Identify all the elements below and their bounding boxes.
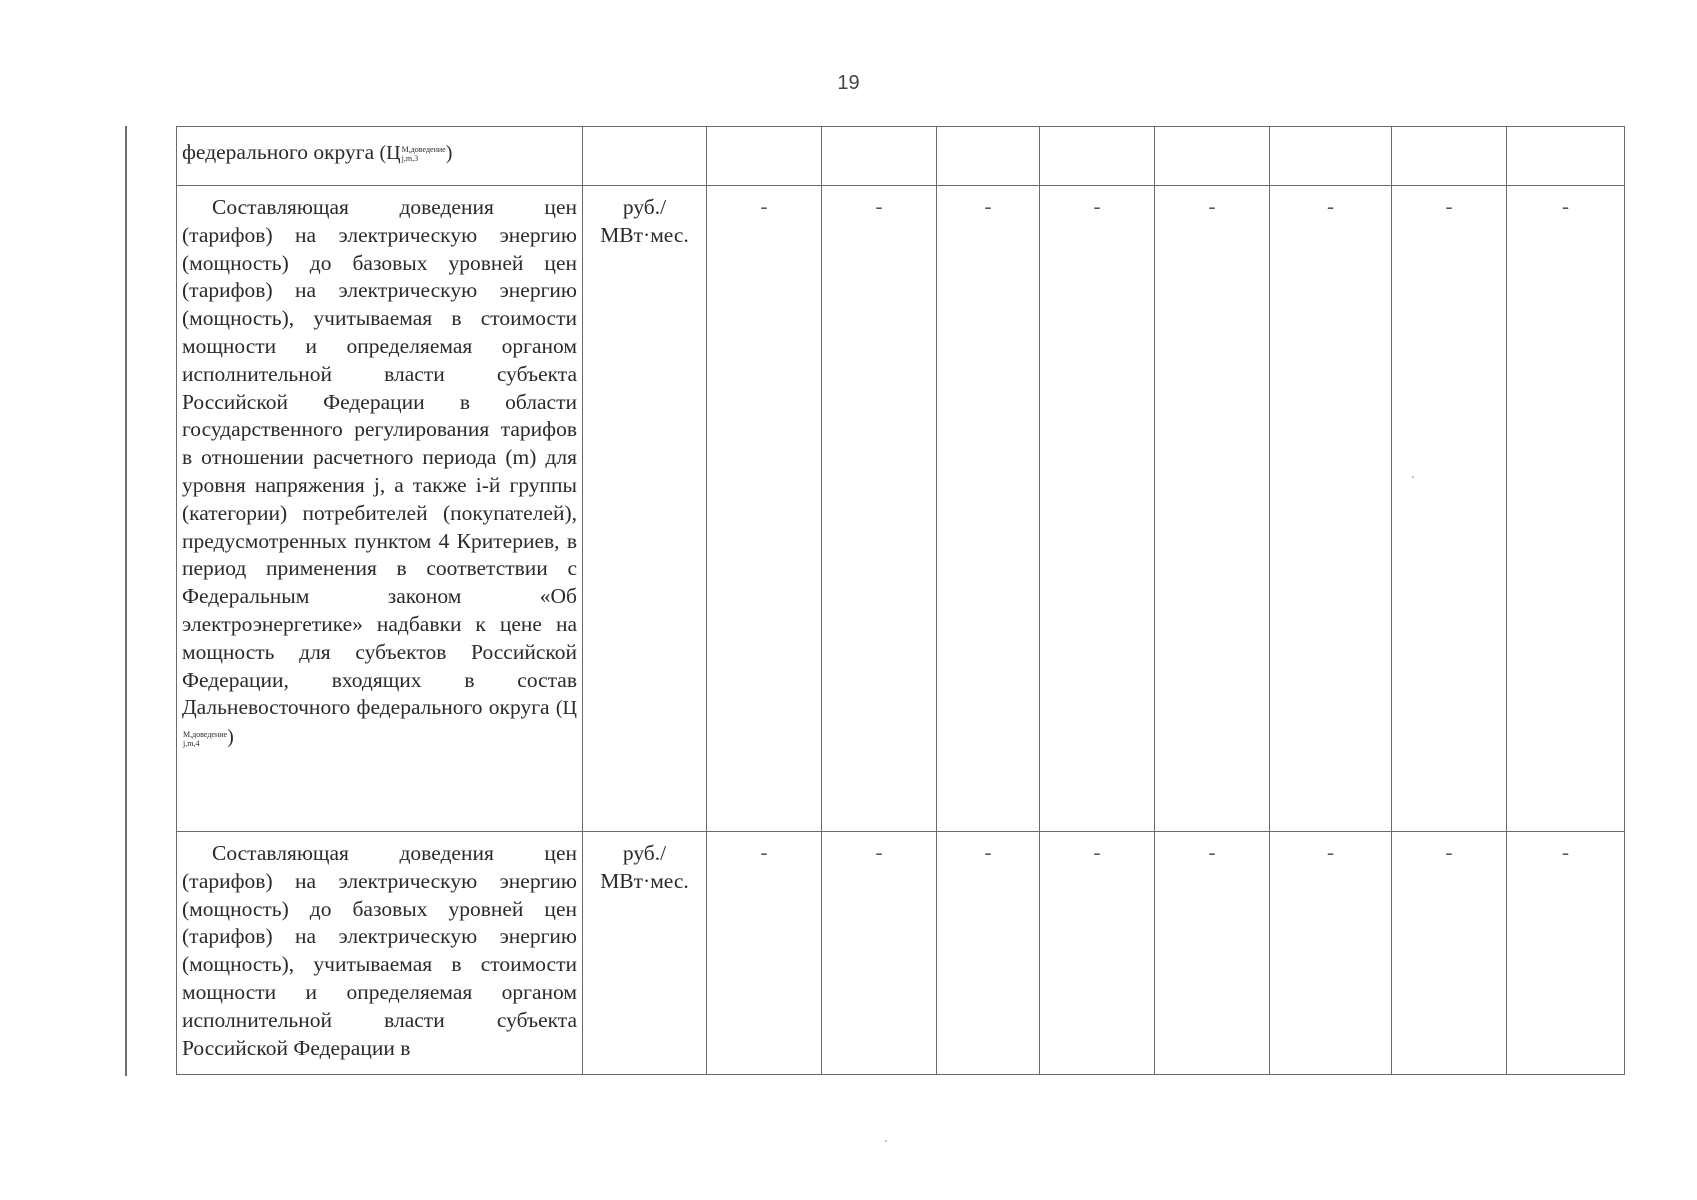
value-cell: - [937, 832, 1040, 1075]
value-cell [1270, 127, 1392, 186]
value-cell: - [707, 186, 822, 832]
value-cell [707, 127, 822, 186]
table-row [177, 186, 1625, 832]
value-cell [937, 127, 1040, 186]
margin-line [125, 126, 127, 1076]
description-cell [177, 832, 583, 1075]
value-cell [1155, 127, 1270, 186]
value-cell: - [707, 832, 822, 1075]
value-cell: - [937, 186, 1040, 832]
description-cell [177, 127, 583, 186]
scan-speck [1412, 476, 1414, 478]
value-cell: - [1270, 186, 1392, 832]
row-description: Составляющая доведения цен (тарифов) на электрическую энергию (мощность) до базовых уровней цен (тарифов) на электрическую энергию (мощность), учитываемая в стоимости мощности и определяемая органом исполнительной власти субъекта Российской Федерации в области государственного регулирования тарифов в отношении расчетного периода (m) для уровня напряжения j, а также i-й группы (категории) потребителей (покупателей), предусмотренных пунктом 4 Критериев, в период применения в соответствии с Федеральным законом «Об электроэнергетике» надбавки к цене на мощность для субъектов Российской Федерации, входящих в состав Дальневосточного федерального округа [182, 195, 577, 720]
tariff-table [176, 126, 1625, 1075]
value-cell [1040, 127, 1155, 186]
value-cell: - [1392, 186, 1507, 832]
value-cell: - [1155, 186, 1270, 832]
value-cell: - [1040, 186, 1155, 832]
scan-speck [885, 1140, 887, 1142]
unit-cell: руб./ МВт·мес. [583, 832, 707, 1075]
value-cell: - [1155, 832, 1270, 1075]
value-cell [1507, 127, 1625, 186]
table-row [177, 127, 1625, 186]
value-cell [1392, 127, 1507, 186]
unit-cell [583, 127, 707, 186]
unit-cell: руб./ МВт·мес. [583, 186, 707, 832]
value-cell: - [822, 186, 937, 832]
value-cell: - [1040, 832, 1155, 1075]
value-cell [822, 127, 937, 186]
value-cell: - [1270, 832, 1392, 1075]
tariff-symbol: (Ц М,доведение j,m,3 ) [379, 142, 453, 164]
row-description: федерального округа [182, 140, 375, 164]
row-description: Составляющая доведения цен (тарифов) на электрическую энергию (мощность) до базовых уровней цен (тарифов) на электрическую энергию (мощность), учитываемая в стоимости мощности и определяемая органом исполнительной власти субъекта Российской Федерации в [182, 841, 577, 1060]
page-number: 19 [837, 72, 860, 94]
description-cell [177, 186, 583, 832]
value-cell: - [1507, 832, 1625, 1075]
value-cell: - [1507, 186, 1625, 832]
value-cell: - [822, 832, 937, 1075]
value-cell: - [1392, 832, 1507, 1075]
tariff-symbol: (Ц М,доведение j,m,4 ) [183, 697, 577, 749]
table-row [177, 832, 1625, 1075]
